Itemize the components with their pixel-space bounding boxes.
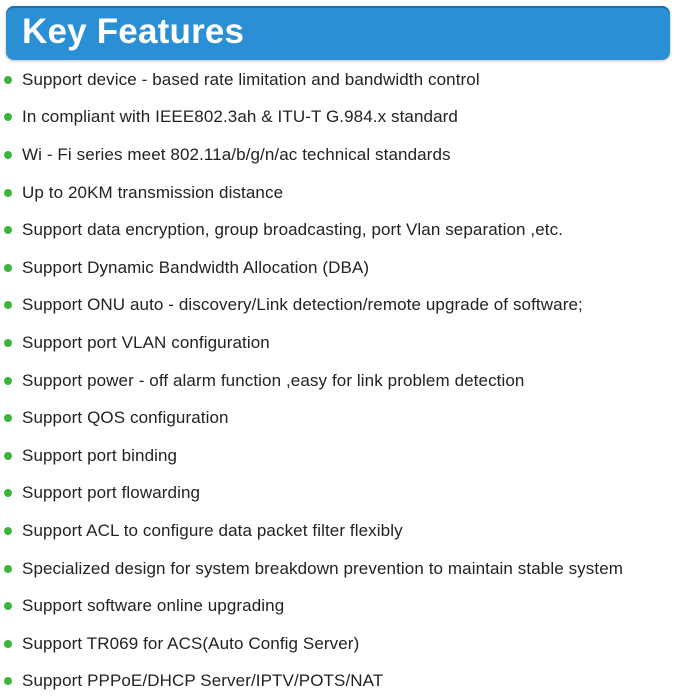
feature-text: Support Dynamic Bandwidth Allocation (DBA) [22,258,369,278]
list-item [0,287,686,325]
bullet-icon [4,452,12,460]
bullet-icon [4,301,12,309]
feature-text: Support port binding [22,446,177,466]
feature-text: Support QOS configuration [22,408,229,428]
bullet-icon [4,677,12,685]
bullet-icon [4,640,12,648]
list-item [0,136,686,174]
feature-text: Support data encryption, group broadcasting, port Vlan separation ,etc. [22,220,563,240]
feature-text: Support software online upgrading [22,596,284,616]
list-item [0,174,686,212]
feature-text: Support ONU auto - discovery/Link detection/remote upgrade of software; [22,295,583,315]
feature-text: In compliant with IEEE802.3ah & ITU-T G.984.x standard [22,107,458,127]
bullet-icon [4,489,12,497]
bullet-icon [4,602,12,610]
bullet-icon [4,189,12,197]
feature-text: Up to 20KM transmission distance [22,183,283,203]
list-item [0,61,686,99]
header-bar [6,6,670,60]
bullet-icon [4,414,12,422]
page-title: Key Features [22,10,244,54]
list-item [0,249,686,287]
list-item [0,550,686,588]
feature-text: Support power - off alarm function ,easy for link problem detection [22,371,524,391]
list-item [0,211,686,249]
feature-text: Wi - Fi series meet 802.11a/b/g/n/ac technical standards [22,145,451,165]
list-item [0,625,686,663]
feature-text: Support PPPoE/DHCP Server/IPTV/POTS/NAT [22,671,383,691]
feature-text: Support port flowarding [22,483,200,503]
feature-text: Support TR069 for ACS(Auto Config Server) [22,634,359,654]
feature-text: Support device - based rate limitation and bandwidth control [22,70,480,90]
list-item [0,475,686,513]
list-item [0,512,686,550]
bullet-icon [4,339,12,347]
list-item [0,362,686,400]
list-item [0,663,686,700]
bullet-icon [4,377,12,385]
bullet-icon [4,565,12,573]
bullet-icon [4,226,12,234]
list-item [0,399,686,437]
bullet-icon [4,76,12,84]
bullet-icon [4,151,12,159]
feature-text: Support ACL to configure data packet filter flexibly [22,521,403,541]
list-item [0,324,686,362]
bullet-icon [4,264,12,272]
list-item [0,99,686,137]
feature-text: Support port VLAN configuration [22,333,270,353]
bullet-icon [4,113,12,121]
feature-list [0,61,686,700]
bullet-icon [4,527,12,535]
list-item [0,437,686,475]
feature-text: Specialized design for system breakdown prevention to maintain stable system [22,559,623,579]
list-item [0,587,686,625]
